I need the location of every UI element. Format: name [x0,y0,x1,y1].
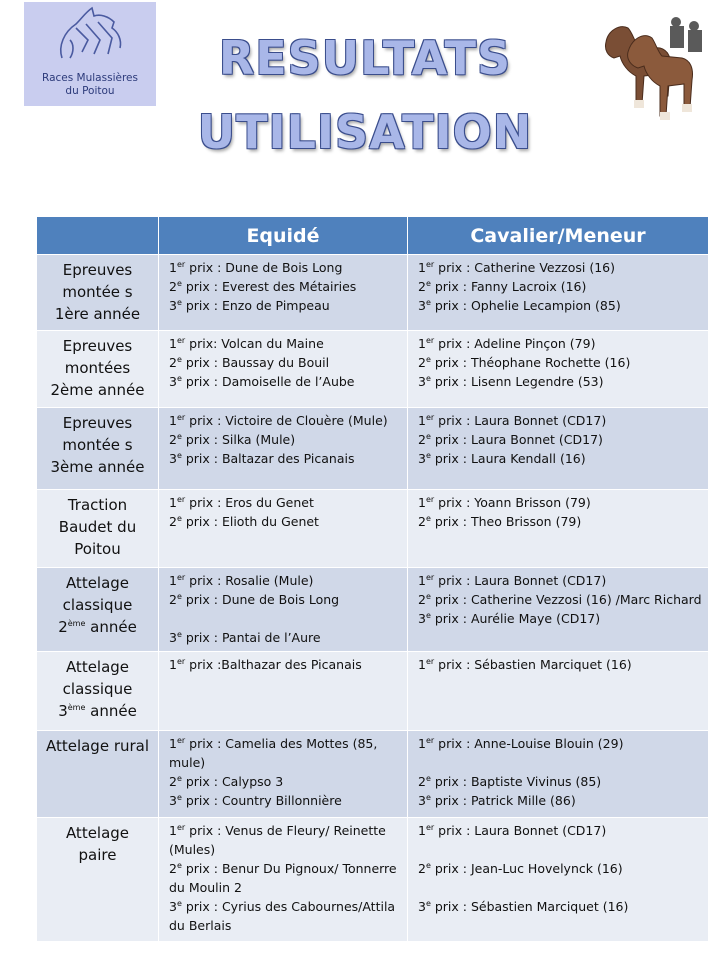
equide-prize-line [169,430,401,449]
equide-prize-line [169,372,401,391]
prize-rank-suffix: e [176,629,182,639]
cavalier-prize-line [418,655,702,674]
prize-rank-suffix: e [176,591,182,601]
category-line: paire [78,846,117,864]
prize-rank-suffix: e [176,297,182,307]
prize-rank-suffix: e [425,297,431,307]
equide-prize-text: prix : Baussay du Bouil [181,355,330,370]
cavalier-prize-text: prix : Sébastien Marciquet (16) [434,657,632,672]
category-line: Attelage [65,574,130,592]
prize-rank: 2 [169,279,177,294]
equide-prize-text: prix : Enzo de Pimpeau [181,298,330,313]
cavalier-prize-line [418,430,702,449]
category-line: montées [64,359,131,377]
equide-prize-text: prix : Victoire de Clouère (Mule) [185,413,388,428]
prize-rank-suffix: er [176,735,186,745]
equide-cell [159,408,408,490]
cavalier-prize-text: prix : Laura Bonnet (CD17) [434,823,607,838]
prize-rank: 3 [169,298,177,313]
cavalier-prize-line [418,449,702,468]
cavalier-prize-text: prix : Ophelie Lecampion (85) [430,298,621,313]
equide-prize-line [169,897,401,935]
prize-rank: 2 [169,774,177,789]
equide-prize-text: prix : Country Billonnière [181,793,342,808]
equide-cell [159,568,408,652]
cavalier-prize-text: prix : Adeline Pinçon (79) [434,336,596,351]
prize-rank: 1 [169,736,177,751]
prize-rank-suffix: e [425,860,431,870]
cavalier-prize-line [418,772,702,791]
cavalier-prize-text: prix : Baptiste Vivinus (85) [430,774,602,789]
prize-rank-suffix: er [425,259,435,269]
prize-rank: 1 [169,336,177,351]
cavalier-prize-text: prix : Aurélie Maye (CD17) [430,611,601,626]
cavalier-prize-text: prix : Sébastien Marciquet (16) [430,899,629,914]
cavalier-prize-text: prix : Catherine Vezzosi (16) [434,260,616,275]
equide-prize-line [169,772,401,791]
prize-rank-suffix: e [425,898,431,908]
prize-rank: 2 [418,355,426,370]
prize-rank: 2 [169,861,177,876]
table-row [37,818,709,942]
cavalier-cell [408,652,709,731]
cavalier-prize-line [418,353,702,372]
prize-rank: 3 [169,630,177,645]
prize-rank: 2 [418,774,426,789]
prize-rank-suffix: e [425,431,431,441]
cavalier-prize-text: prix : Lisenn Legendre (53) [430,374,604,389]
cavalier-cell [408,255,709,331]
equide-prize-text: prix : Dune de Bois Long [181,592,340,607]
category-line [43,616,152,638]
category-line: Epreuves [62,414,133,432]
equide-prize-text: prix : Damoiselle de l’Aube [181,374,355,389]
prize-rank: 1 [169,413,177,428]
category-cell [37,731,159,818]
table-row [37,731,709,818]
spacer [169,609,401,628]
category-line: Attelage [65,824,130,842]
prize-rank: 2 [169,514,177,529]
prize-rank-suffix: e [176,431,182,441]
equide-cell [159,652,408,731]
prize-rank: 3 [418,298,426,313]
prize-rank: 2 [169,592,177,607]
prize-rank-suffix: er [176,656,186,666]
prize-rank-suffix: er [176,572,186,582]
cavalier-prize-line [418,821,702,840]
prize-rank: 3 [169,899,177,914]
logo-text-line2: du Poitou [65,85,115,97]
category-cell [37,408,159,490]
spacer [418,840,702,859]
cavalier-prize-line [418,859,702,878]
equide-prize-text: prix : Calypso 3 [181,774,284,789]
equide-cell [159,331,408,408]
header-equide: Equidé [159,217,408,255]
spacer [418,753,702,772]
category-line: Attelage rural [45,737,150,755]
equide-prize-text: prix : Silka (Mule) [181,432,296,447]
prize-rank-suffix: e [425,591,431,601]
equide-prize-text: prix :Balthazar des Picanais [185,657,362,672]
category-year-word: année [85,618,137,636]
cavalier-prize-line [418,590,702,609]
prize-rank: 1 [169,657,177,672]
equide-prize-line [169,734,401,772]
cavalier-cell [408,331,709,408]
prize-rank-suffix: e [425,773,431,783]
prize-rank: 1 [418,495,426,510]
prize-rank-suffix: e [176,792,182,802]
category-cell [37,255,159,331]
cavalier-prize-text: prix : Theo Brisson (79) [430,514,582,529]
equide-prize-line [169,512,401,531]
category-cell [37,490,159,568]
equide-prize-line [169,296,401,315]
category-line: Poitou [74,540,121,558]
prize-rank-suffix: e [425,792,431,802]
prize-rank: 3 [418,793,426,808]
prize-rank: 2 [418,432,426,447]
table-row [37,331,709,408]
equide-prize-line [169,821,401,859]
header-cavalier: Cavalier/Meneur [408,217,709,255]
equide-prize-text: prix : Baltazar des Picanais [181,451,355,466]
cavalier-prize-text: prix : Laura Kendall (16) [430,451,586,466]
cavalier-prize-text: prix : Patrick Mille (86) [430,793,576,808]
table-row [37,652,709,731]
prize-rank-suffix: er [176,335,186,345]
cavalier-prize-text: prix : Laura Bonnet (CD17) [434,573,607,588]
cavalier-prize-line [418,512,702,531]
prize-rank: 2 [418,279,426,294]
prize-rank: 1 [169,573,177,588]
prize-rank-suffix: e [425,278,431,288]
equide-prize-text: prix : Cyrius des Cabournes/Attila du Berlais [169,899,396,933]
equide-cell [159,731,408,818]
prize-rank-suffix: er [425,572,435,582]
equide-prize-line [169,791,401,810]
draft-horse-team-icon [598,12,708,128]
cavalier-cell [408,568,709,652]
cavalier-prize-line [418,609,702,628]
equide-prize-line [169,571,401,590]
prize-rank: 1 [169,823,177,838]
category-line: montée s [62,283,133,301]
prize-rank: 3 [169,374,177,389]
cavalier-prize-text: prix : Laura Bonnet (CD17) [434,413,607,428]
category-year: 2 [58,618,68,636]
equide-prize-line [169,449,401,468]
equide-prize-text: prix : Everest des Métairies [181,279,357,294]
cavalier-cell [408,408,709,490]
prize-rank-suffix: e [176,373,182,383]
equide-prize-text: prix : Rosalie (Mule) [185,573,314,588]
equide-prize-text: prix: Volcan du Maine [185,336,324,351]
prize-rank-suffix: er [425,656,435,666]
cavalier-prize-line [418,334,702,353]
table-row [37,490,709,568]
equide-cell [159,490,408,568]
results-table [36,216,709,942]
equide-prize-line [169,277,401,296]
prize-rank: 3 [418,899,426,914]
equide-prize-line [169,353,401,372]
table-row [37,255,709,331]
prize-rank-suffix: e [176,450,182,460]
prize-rank: 1 [418,336,426,351]
page-title-line2: UTILISATION [197,105,533,159]
prize-rank-suffix: e [425,513,431,523]
prize-rank-suffix: e [176,354,182,364]
mule-head-logo-icon [52,6,128,70]
prize-rank: 2 [418,861,426,876]
cavalier-cell [408,731,709,818]
prize-rank: 2 [418,592,426,607]
category-line: Epreuves [62,337,133,355]
prize-rank-suffix: e [176,860,182,870]
category-cell [37,568,159,652]
table-header-row [37,217,709,255]
equide-prize-text: prix : Elioth du Genet [181,514,319,529]
equide-prize-line [169,334,401,353]
equide-prize-line [169,859,401,897]
cavalier-prize-line [418,791,702,810]
prize-rank: 3 [418,374,426,389]
category-line: 3ème année [50,458,145,476]
prize-rank-suffix: e [176,513,182,523]
cavalier-prize-line [418,493,702,512]
prize-rank-suffix: er [425,412,435,422]
cavalier-prize-line [418,411,702,430]
prize-rank-suffix: e [425,610,431,620]
prize-rank: 1 [418,823,426,838]
equide-cell [159,818,408,942]
cavalier-prize-line [418,571,702,590]
category-line: Baudet du [58,518,137,536]
equide-prize-text: prix : Camelia des Mottes (85, mule) [169,736,378,770]
cavalier-prize-text: prix : Anne-Louise Blouin (29) [434,736,624,751]
category-cell [37,652,159,731]
prize-rank-suffix: e [176,773,182,783]
prize-rank: 1 [169,495,177,510]
prize-rank-suffix: er [425,822,435,832]
cavalier-prize-text: prix : Catherine Vezzosi (16) /Marc Richard [430,592,702,607]
category-line: 1ère année [54,305,141,323]
prize-rank-suffix: e [425,373,431,383]
category-line [43,700,152,722]
category-line: 2ème année [50,381,145,399]
category-line: Traction [67,496,128,514]
cavalier-prize-line [418,897,702,916]
category-line: classique [62,680,133,698]
equide-prize-line [169,655,401,674]
cavalier-prize-text: prix : Théophane Rochette (16) [430,355,631,370]
category-year-word: année [85,702,137,720]
equide-prize-line [169,590,401,609]
logo-text-line1: Races Mulassières [42,72,138,84]
cavalier-prize-line [418,734,702,753]
category-line: Epreuves [62,261,133,279]
header-category [37,217,159,255]
category-year-suffix: ème [67,619,86,628]
equide-prize-line [169,628,401,647]
prize-rank-suffix: er [425,735,435,745]
prize-rank: 1 [418,413,426,428]
logo-box [24,2,156,106]
category-year: 3 [58,702,68,720]
prize-rank-suffix: e [176,278,182,288]
equide-prize-text: prix : Benur Du Pignoux/ Tonnerre du Moulin 2 [169,861,397,895]
page-title-line1: RESULTATS [218,31,512,85]
prize-rank-suffix: er [425,494,435,504]
equide-cell [159,255,408,331]
prize-rank: 3 [169,793,177,808]
table-row [37,408,709,490]
prize-rank-suffix: e [425,450,431,460]
equide-prize-line [169,493,401,512]
cavalier-prize-line [418,277,702,296]
prize-rank-suffix: er [176,412,186,422]
prize-rank: 3 [169,451,177,466]
prize-rank-suffix: e [176,898,182,908]
category-cell [37,331,159,408]
prize-rank: 2 [169,355,177,370]
cavalier-prize-text: prix : Fanny Lacroix (16) [430,279,587,294]
equide-prize-text: prix : Pantai de l’Aure [181,630,321,645]
equide-prize-text: prix : Venus de Fleury/ Reinette (Mules) [169,823,386,857]
cavalier-prize-line [418,372,702,391]
prize-rank: 1 [418,260,426,275]
prize-rank: 3 [418,451,426,466]
prize-rank: 1 [418,573,426,588]
cavalier-prize-line [418,296,702,315]
cavalier-cell [408,490,709,568]
prize-rank-suffix: er [176,822,186,832]
prize-rank: 1 [418,736,426,751]
category-line: classique [62,596,133,614]
prize-rank-suffix: er [425,335,435,345]
prize-rank: 1 [418,657,426,672]
equide-prize-text: prix : Eros du Genet [185,495,314,510]
category-line: montée s [62,436,133,454]
equide-prize-line [169,411,401,430]
prize-rank-suffix: er [176,259,186,269]
cavalier-prize-text: prix : Jean-Luc Hovelynck (16) [430,861,623,876]
equide-prize-text: prix : Dune de Bois Long [185,260,343,275]
prize-rank: 2 [169,432,177,447]
spacer [418,878,702,897]
cavalier-prize-text: prix : Yoann Brisson (79) [434,495,591,510]
cavalier-prize-line [418,258,702,277]
category-cell [37,818,159,942]
cavalier-cell [408,818,709,942]
prize-rank: 1 [169,260,177,275]
equide-prize-line [169,258,401,277]
category-line: Attelage [65,658,130,676]
category-year-suffix: ème [67,703,86,712]
prize-rank: 3 [418,611,426,626]
table-row [37,568,709,652]
prize-rank: 2 [418,514,426,529]
prize-rank-suffix: er [176,494,186,504]
prize-rank-suffix: e [425,354,431,364]
cavalier-prize-text: prix : Laura Bonnet (CD17) [430,432,603,447]
